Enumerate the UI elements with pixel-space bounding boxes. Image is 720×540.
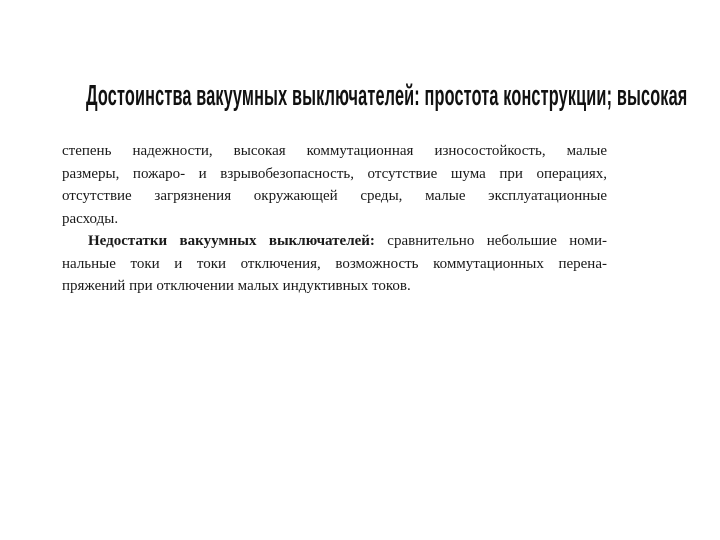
disadvantages-line: пряжений при отключении малых индуктивных токов.	[62, 278, 411, 294]
advantages-line: отсутствие загрязнения окружающей среды, малые эксплуатационные	[62, 188, 607, 204]
advantages-line: размеры, пожаро- и взрывобезопасность, отсутствие шума при операциях,	[62, 165, 607, 182]
advantages-heading: Достоинства вакуумных выключателей: простота конструкции; высокая	[86, 80, 688, 112]
body-text	[62, 140, 607, 298]
disadvantages-line: нальные токи и токи отключения, возможность коммутационных перена-	[62, 255, 607, 272]
disadvantages-first-line	[62, 230, 607, 253]
disadvantages-first-rest: сравнительно небольшие номи-	[387, 233, 607, 249]
advantages-line: степень надежности, высокая коммутационная износостойкость, малые	[62, 143, 607, 159]
advantages-line: расходы.	[62, 210, 119, 227]
disadvantages-label: Недостатки вакуумных выключателей:	[88, 233, 375, 249]
